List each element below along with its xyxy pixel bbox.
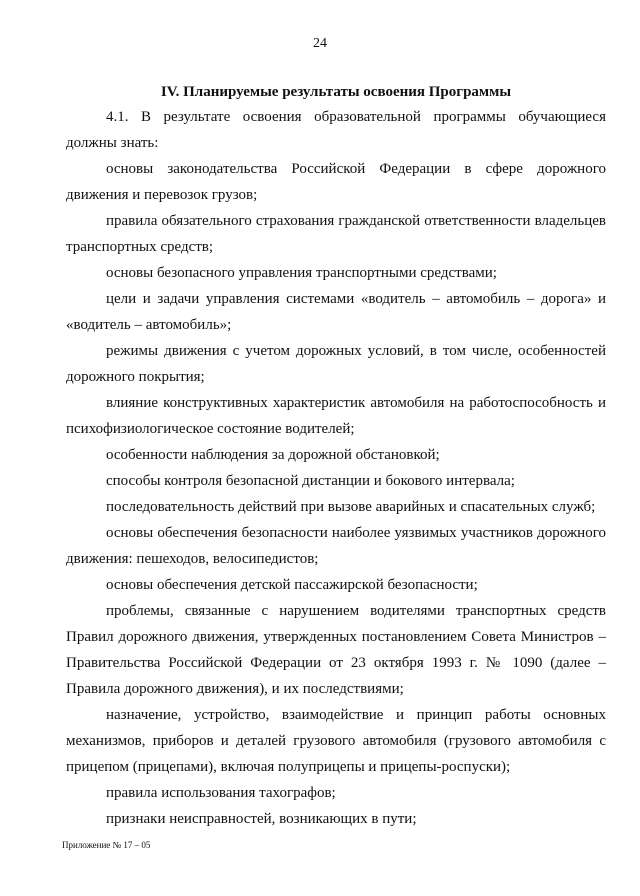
list-item: назначение, устройство, взаимодействие и принцип работы основных механизмов, приборов и деталей грузового автомобиля (грузового автомобиля с прицепом (прицепами), включая полуприцепы и прицепы-роспуски); — [66, 707, 606, 775]
list-item: правила обязательного страхования гражданской ответственности владельцев транспортных средств; — [66, 213, 606, 255]
list-item: влияние конструктивных характеристик автомобиля на работоспособность и психофизиологическое состояние водителей; — [66, 395, 606, 437]
list-item: проблемы, связанные с нарушением водителями транспортных средств Правил дорожного движения, утвержденных постановлением Совета Министров – Правительства Российской Федерации от 23 октября 1993 г. № 1090 (далее – Правила дорожного движения), и их последствиями; — [66, 603, 606, 697]
page-footer: Приложение № 17 – 05 — [62, 840, 151, 850]
list-item: цели и задачи управления системами «водитель – автомобиль – дорога» и «водитель – автомобиль»; — [66, 291, 606, 333]
list-item: способы контроля безопасной дистанции и бокового интервала; — [106, 473, 515, 489]
list-item: основы обеспечения детской пассажирской безопасности; — [106, 577, 478, 593]
list-item: основы обеспечения безопасности наиболее уязвимых участников дорожного движения: пешеходов, велосипедистов; — [66, 525, 606, 567]
list-item: признаки неисправностей, возникающих в пути; — [106, 811, 417, 827]
list-item: основы законодательства Российской Федерации в сфере дорожного движения и перевозок грузов; — [66, 161, 606, 203]
list-item: особенности наблюдения за дорожной обстановкой; — [106, 447, 440, 463]
list-item: режимы движения с учетом дорожных условий, в том числе, особенностей дорожного покрытия; — [66, 343, 606, 385]
paragraph-intro: 4.1. В результате освоения образовательной программы обучающиеся должны знать: — [66, 109, 606, 151]
list-item: правила использования тахографов; — [106, 785, 336, 801]
page-number: 24 — [313, 36, 327, 51]
list-item: последовательность действий при вызове аварийных и спасательных служб; — [106, 499, 596, 515]
section-title: IV. Планируемые результаты освоения Программы — [160, 84, 512, 100]
body-text — [66, 104, 606, 832]
list-item: основы безопасного управления транспортными средствами; — [106, 265, 497, 281]
